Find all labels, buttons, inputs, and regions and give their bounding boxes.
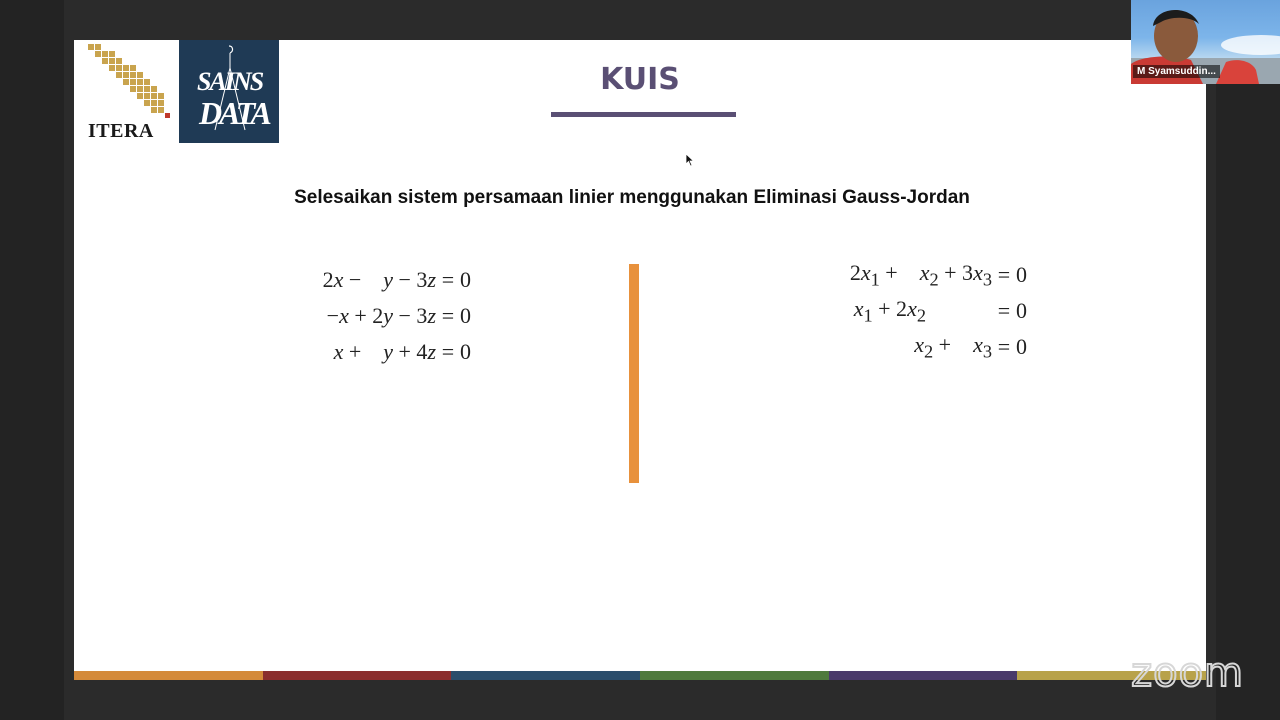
shared-slide	[74, 40, 1206, 680]
svg-text:SAINS: SAINS	[197, 67, 263, 96]
footer-segment	[829, 671, 1018, 680]
equation-row: $x_1 + 2x_2$ = 0	[853, 295, 1027, 326]
equation-row: x + y + 4z = 0	[333, 339, 471, 364]
itera-wordmark: ITERA	[88, 120, 154, 142]
zoom-watermark: zoom	[1131, 650, 1244, 696]
participant-name: M Syamsuddin...	[1133, 65, 1220, 78]
equation-row: $x_2$ + $x_3$ = 0	[914, 331, 1027, 362]
title-underline	[551, 112, 736, 117]
equation-row: −x + 2y − 3z = 0	[326, 303, 471, 328]
footer-segment	[640, 671, 829, 680]
vertical-divider	[629, 264, 639, 483]
slide-title: KUIS	[600, 62, 680, 97]
left-letterbox	[0, 0, 64, 720]
svg-text:DATA: DATA	[199, 95, 269, 131]
quiz-instruction: Selesaikan sistem persamaan linier menggunakan Eliminasi Gauss-Jordan	[294, 187, 970, 208]
mouse-cursor-icon	[685, 153, 695, 172]
equation-row: 2x − y − 3z = 0	[322, 267, 471, 292]
slide-footer-bar	[74, 671, 1206, 680]
footer-segment	[74, 671, 263, 680]
equation-system-1	[246, 262, 471, 370]
equation-system-2	[804, 257, 1027, 365]
right-letterbox	[1216, 0, 1280, 720]
equation-row: $2x_1$ + $x_2 + 3x_3$ = 0	[849, 259, 1027, 290]
footer-segment	[451, 671, 640, 680]
participant-video-tile[interactable]	[1131, 0, 1280, 84]
footer-segment	[263, 671, 452, 680]
